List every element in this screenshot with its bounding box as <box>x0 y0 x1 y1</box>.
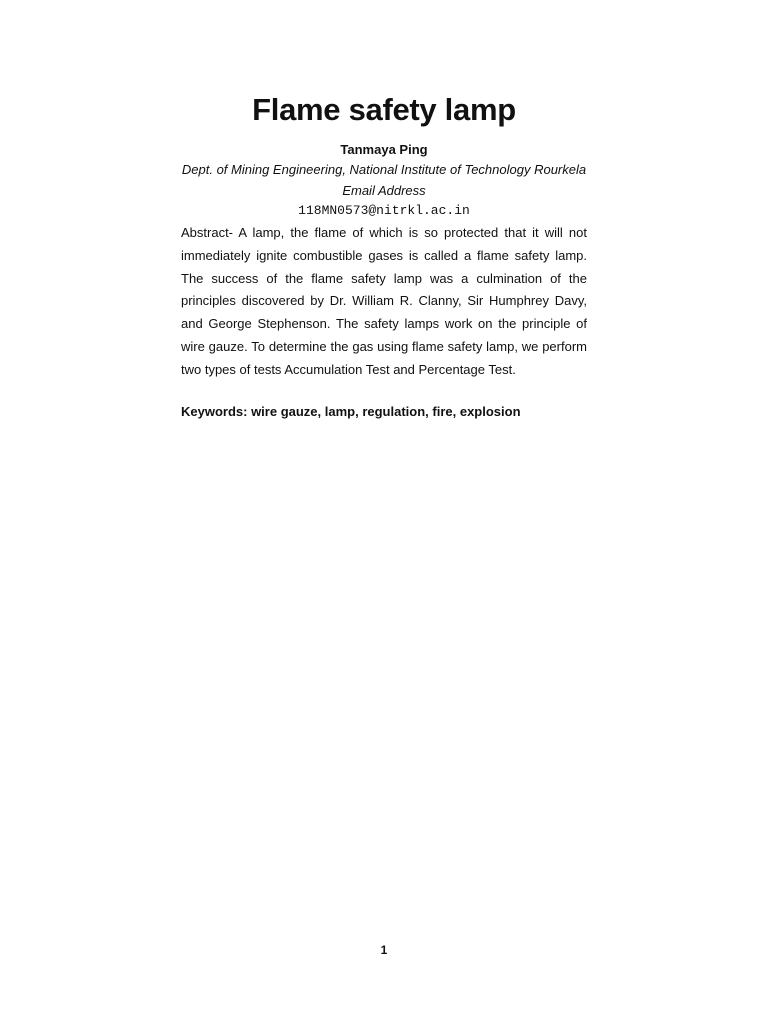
author-email: 118MN0573@nitrkl.ac.in <box>298 203 470 218</box>
author-affiliation: Dept. of Mining Engineering, National Institute of Technology Rourkela <box>181 162 587 177</box>
paper-title: Flame safety lamp <box>252 92 516 127</box>
author-name: Tanmaya Ping <box>340 142 428 157</box>
keywords-line: Keywords: wire gauze, lamp, regulation, fire, explosion <box>181 404 521 419</box>
abstract-paragraph: Abstract- A lamp, the flame of which is so protected that it will not immediately ignite combustible gases is called a flame safety lamp. The success of the flame safety lamp was a culmination of the principles discovered by Dr. William R. Clanny, Sir Humphrey Davy, and George Stephenson. The safety lamps work on the principle of wire gauze. To determine the gas using flame safety lamp, we perform two types of tests Accumulation Test and Percentage Test. <box>181 225 587 377</box>
email-label: Email Address <box>342 183 426 198</box>
page-number: 1 <box>380 943 388 957</box>
